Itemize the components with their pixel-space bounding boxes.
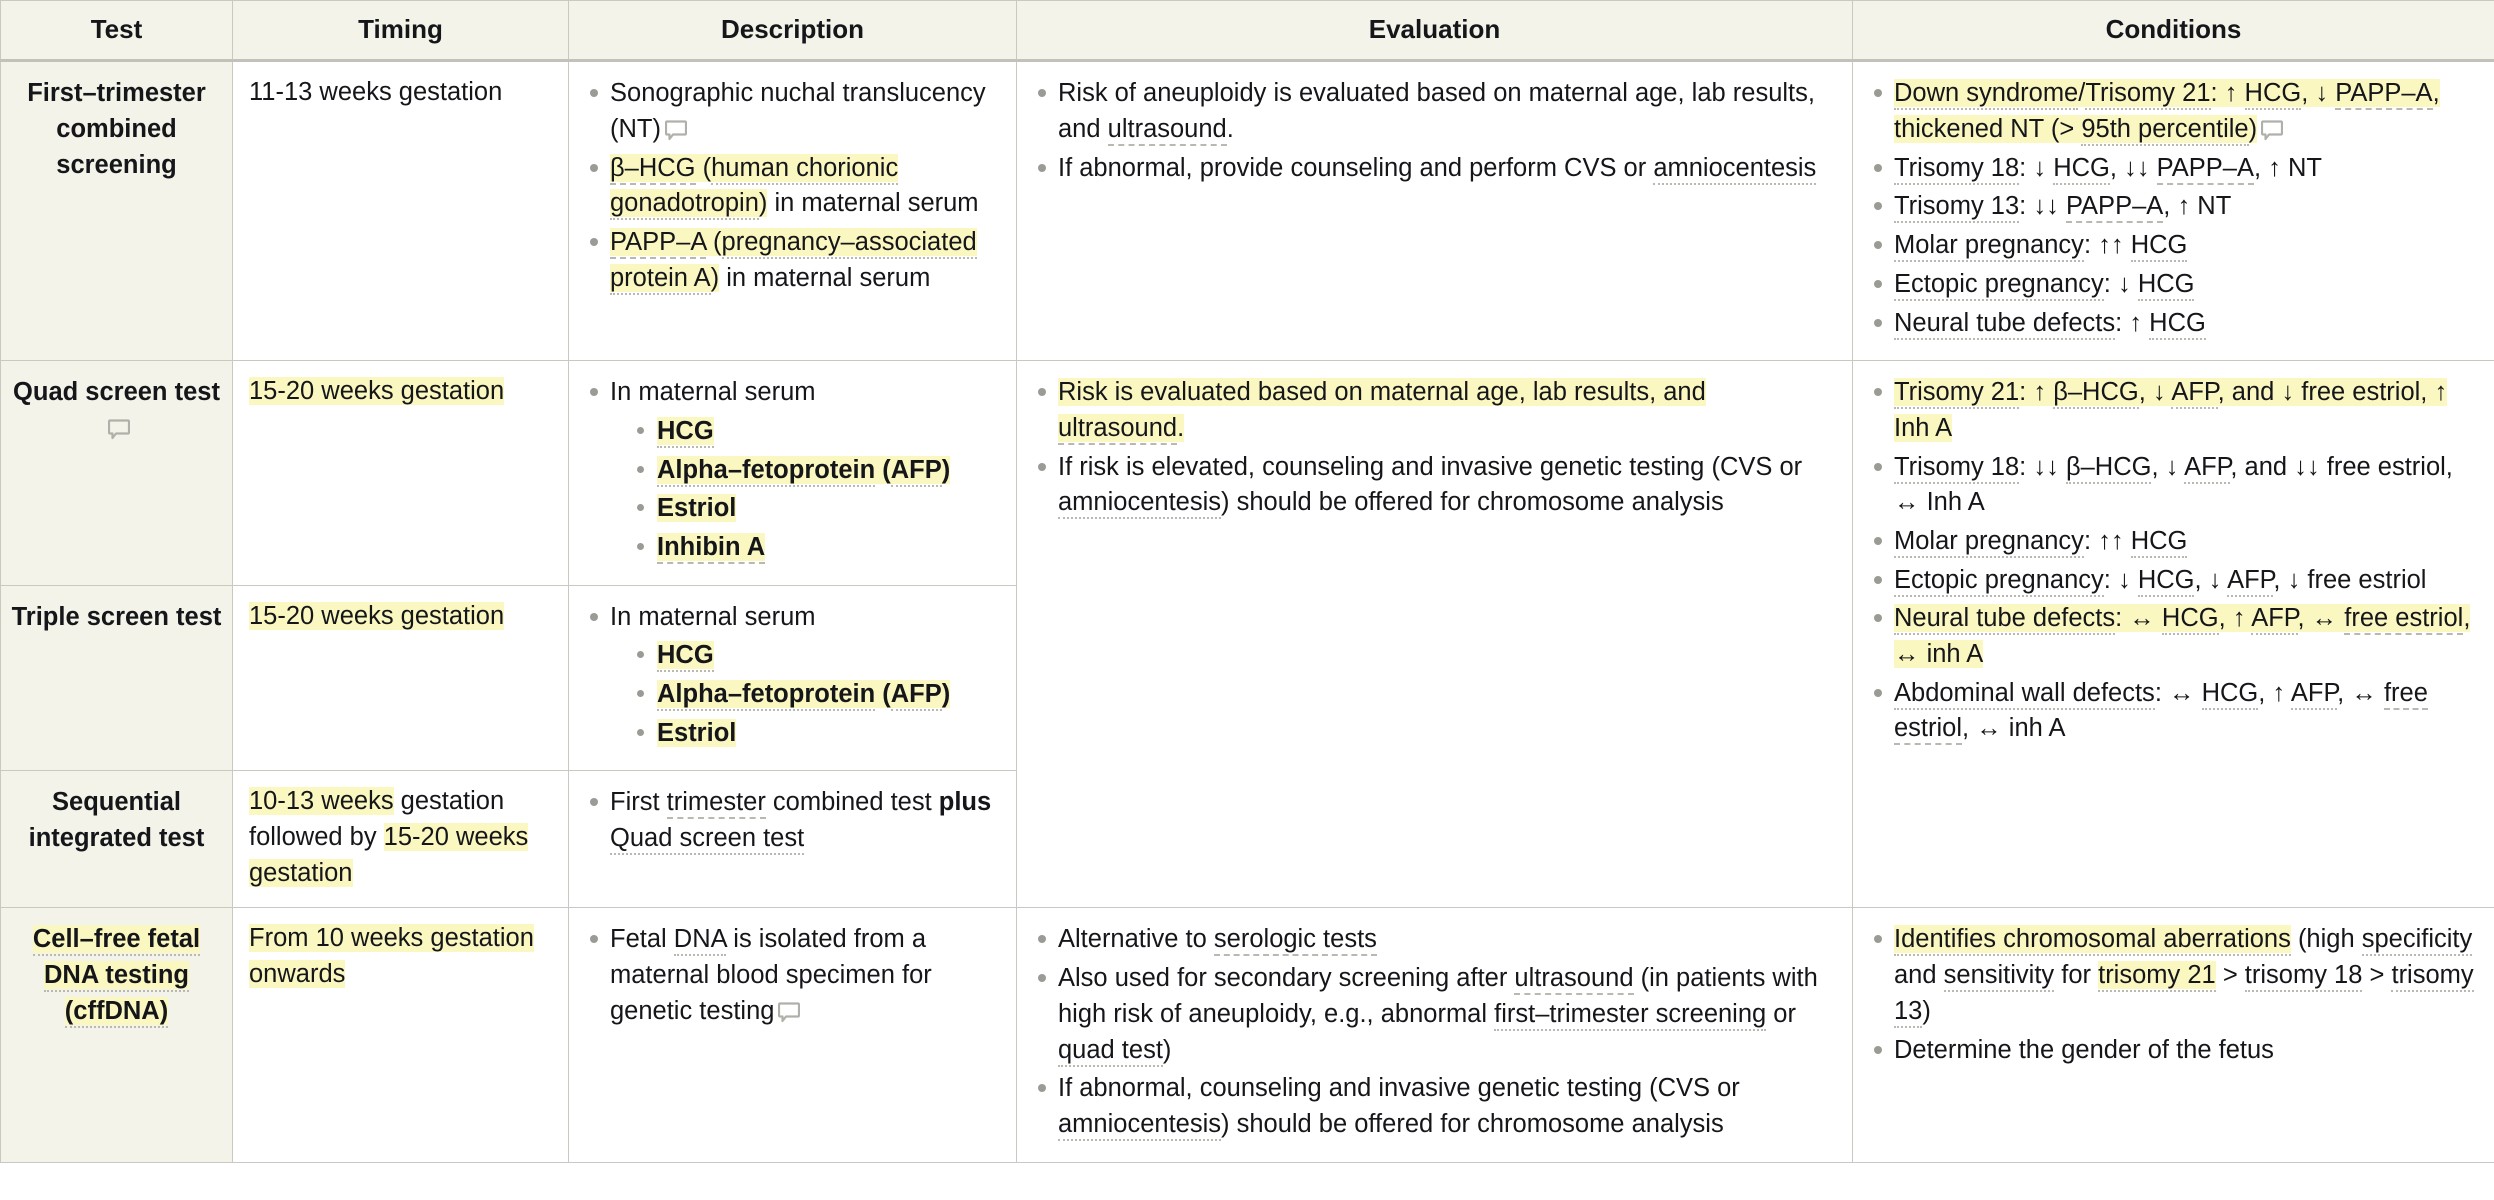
list-item: Neural tube defects: ↑ HCG xyxy=(1869,306,2478,342)
timing-label: 15-20 weeks gestation xyxy=(249,601,505,630)
list-item: Molar pregnancy: ↑↑ HCG xyxy=(1869,228,2478,264)
speech-bubble-icon[interactable] xyxy=(778,1002,800,1023)
conditions-cell xyxy=(1853,61,2494,361)
list-item: Alpha–fetoprotein (AFP) xyxy=(632,453,1000,489)
evaluation-list xyxy=(1033,375,1836,521)
timing-label: 11-13 weeks gestation xyxy=(249,78,503,107)
description-cell xyxy=(569,61,1017,361)
list-item: Trisomy 21: ↑ β–HCG, ↓ AFP, and ↓ free estriol, ↑ Inh A xyxy=(1869,375,2478,446)
column-header-description: Description xyxy=(569,1,1017,61)
test-name-label: Cell–free fetal DNA testing (cffDNA) xyxy=(33,925,200,1027)
evaluation-list xyxy=(1033,76,1836,186)
test-name-label: Sequential integrated test xyxy=(28,788,205,853)
list-item xyxy=(585,375,1000,565)
timing-part-2: gestation followed by xyxy=(249,787,505,852)
list-item: PAPP–A (pregnancy–associated protein A) in maternal serum xyxy=(585,225,1000,296)
column-header-evaluation: Evaluation xyxy=(1017,1,1853,61)
description-list xyxy=(585,375,1000,565)
test-name-cell xyxy=(1,61,233,361)
list-item: Sonographic nuchal translucency (NT) xyxy=(585,76,1000,147)
list-item: Neural tube defects: ↔ HCG, ↑ AFP, ↔ free estriol, ↔ inh A xyxy=(1869,601,2478,672)
description-cell xyxy=(569,908,1017,1162)
list-item: If risk is elevated, counseling and invasive genetic testing (CVS or amniocentesis) should be offered for chromosome analysis xyxy=(1033,450,1836,521)
test-name-label: First–trimester combined screening xyxy=(27,79,206,179)
list-item: β–HCG (human chorionic gonadotropin) in maternal serum xyxy=(585,151,1000,222)
timing-cell xyxy=(233,61,569,361)
list-item: If abnormal, provide counseling and perform CVS or amniocentesis xyxy=(1033,151,1836,187)
test-name-label: Quad screen test xyxy=(13,378,220,407)
list-item: First trimester combined test plus Quad screen test xyxy=(585,785,1000,856)
list-item: Alternative to serologic tests xyxy=(1033,922,1836,958)
description-list xyxy=(585,600,1000,752)
description-cell xyxy=(569,361,1017,585)
table-row xyxy=(1,361,2494,585)
list-item: HCG xyxy=(632,638,1000,674)
timing-label: From 10 weeks gestation onwards xyxy=(249,924,534,989)
conditions-list xyxy=(1869,375,2478,747)
list-item: Also used for secondary screening after ultrasound (in patients with high risk of aneuploidy, e.g., abnormal first–trimester screening or quad test) xyxy=(1033,961,1836,1068)
table-header-row xyxy=(1,1,2494,61)
table-row xyxy=(1,908,2494,1162)
list-item: Molar pregnancy: ↑↑ HCG xyxy=(1869,524,2478,560)
list-item: Ectopic pregnancy: ↓ HCG, ↓ AFP, ↓ free estriol xyxy=(1869,563,2478,599)
list-item: Risk of aneuploidy is evaluated based on maternal age, lab results, and ultrasound. xyxy=(1033,76,1836,147)
column-header-conditions: Conditions xyxy=(1853,1,2494,61)
description-list xyxy=(585,785,1000,856)
description-cell xyxy=(569,585,1017,771)
list-item: Identifies chromosomal aberrations (high specificity and sensitivity for trisomy 21 > trisomy 18 > trisomy 13) xyxy=(1869,922,2478,1029)
test-name-cell xyxy=(1,585,233,771)
evaluation-cell xyxy=(1017,61,1853,361)
list-item: Alpha–fetoprotein (AFP) xyxy=(632,677,1000,713)
timing-part-3: 15-20 weeks gestation xyxy=(249,823,529,887)
list-item: Down syndrome/Trisomy 21: ↑ HCG, ↓ PAPP–A, thickened NT (> 95th percentile) xyxy=(1869,76,2478,147)
list-item xyxy=(585,600,1000,752)
description-sublist xyxy=(610,414,1000,566)
table-row xyxy=(1,61,2494,361)
description-list xyxy=(585,922,1000,1029)
list-item: Estriol xyxy=(632,491,1000,527)
list-item: Abdominal wall defects: ↔ HCG, ↑ AFP, ↔ free estriol, ↔ inh A xyxy=(1869,676,2478,747)
description-lead: In maternal serum xyxy=(610,602,816,631)
conditions-cell xyxy=(1853,908,2494,1162)
conditions-list xyxy=(1869,76,2478,341)
list-item: Estriol xyxy=(632,716,1000,752)
column-header-timing: Timing xyxy=(233,1,569,61)
test-name-cell xyxy=(1,908,233,1162)
list-item: Fetal DNA is isolated from a maternal blood specimen for genetic testing xyxy=(585,922,1000,1029)
speech-bubble-icon[interactable] xyxy=(2261,120,2283,141)
timing-label: 15-20 weeks gestation xyxy=(249,377,505,406)
list-item: Ectopic pregnancy: ↓ HCG xyxy=(1869,267,2478,303)
list-item: Risk is evaluated based on maternal age, lab results, and ultrasound. xyxy=(1033,375,1836,446)
column-header-test: Test xyxy=(1,1,233,61)
description-sublist xyxy=(610,638,1000,751)
list-item: Trisomy 18: ↓ HCG, ↓↓ PAPP–A, ↑ NT xyxy=(1869,151,2478,187)
conditions-cell xyxy=(1853,361,2494,908)
table-body xyxy=(1,61,2494,1162)
speech-bubble-icon[interactable] xyxy=(665,120,687,141)
description-list xyxy=(585,76,1000,296)
list-item: Trisomy 13: ↓↓ PAPP–A, ↑ NT xyxy=(1869,189,2478,225)
conditions-list xyxy=(1869,922,2478,1068)
list-item: If abnormal, counseling and invasive genetic testing (CVS or amniocentesis) should be offered for chromosome analysis xyxy=(1033,1071,1836,1142)
test-name-label: Triple screen test xyxy=(11,602,222,631)
timing-cell xyxy=(233,908,569,1162)
speech-bubble-icon[interactable] xyxy=(108,419,130,440)
list-item: Trisomy 18: ↓↓ β–HCG, ↓ AFP, and ↓↓ free estriol, ↔ Inh A xyxy=(1869,450,2478,521)
test-name-cell xyxy=(1,771,233,908)
timing-cell xyxy=(233,585,569,771)
evaluation-list xyxy=(1033,922,1836,1142)
list-item: HCG xyxy=(632,414,1000,450)
evaluation-cell xyxy=(1017,361,1853,908)
evaluation-cell xyxy=(1017,908,1853,1162)
timing-cell xyxy=(233,361,569,585)
list-item: Inhibin A xyxy=(632,530,1000,566)
table-header xyxy=(1,1,2494,61)
list-item: Determine the gender of the fetus xyxy=(1869,1033,2478,1069)
description-lead: In maternal serum xyxy=(610,378,816,407)
timing-cell xyxy=(233,771,569,908)
timing-part-1: 10-13 weeks xyxy=(249,787,394,816)
test-name-cell xyxy=(1,361,233,585)
description-cell xyxy=(569,771,1017,908)
